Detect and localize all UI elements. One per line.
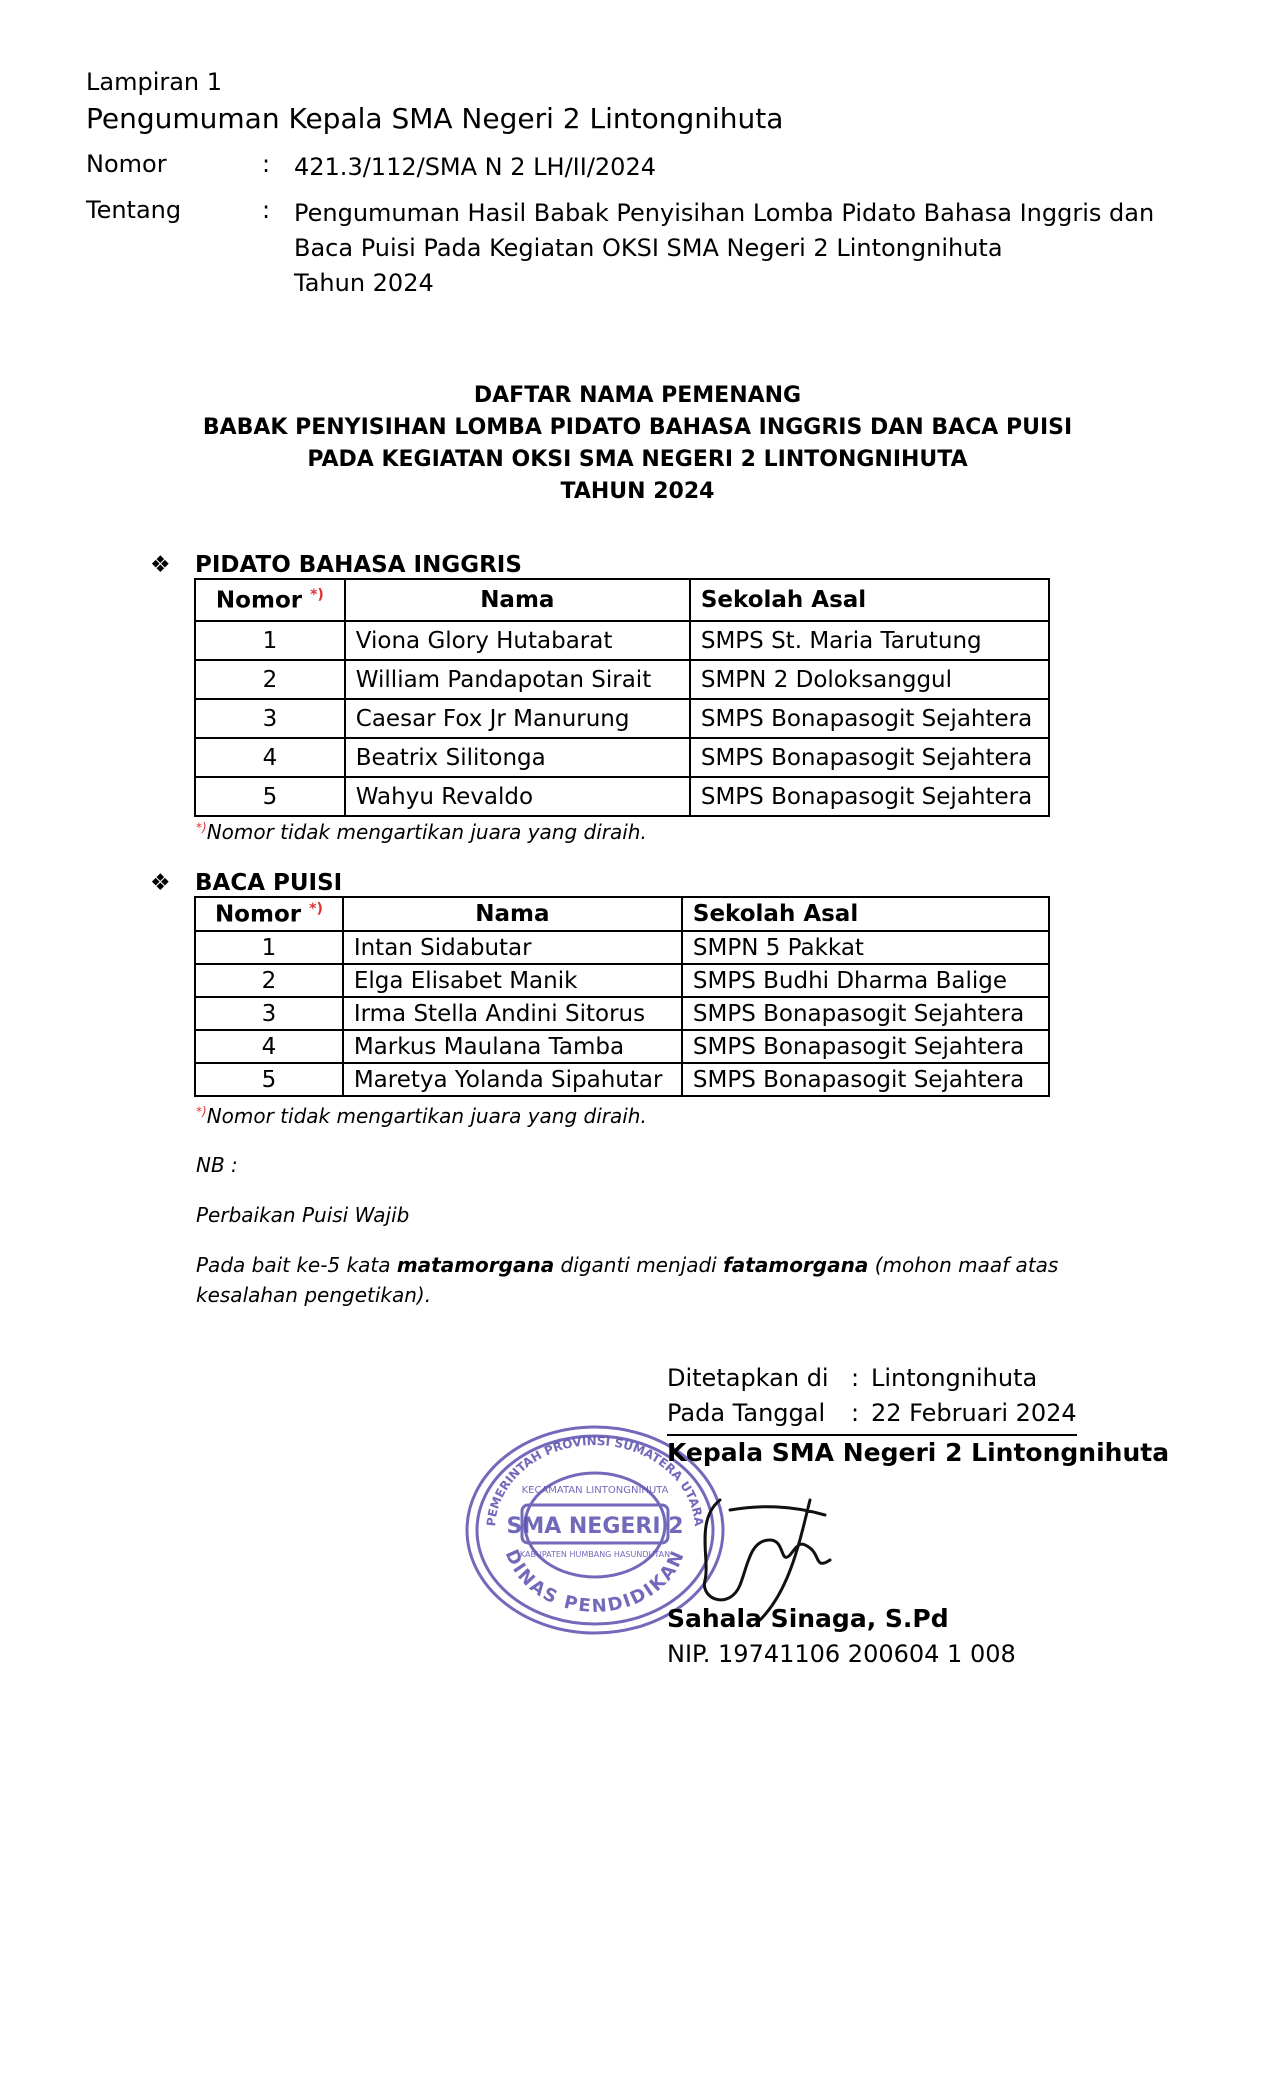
nb-heading: Perbaikan Puisi Wajib (196, 1203, 410, 1227)
tanggal-label: Pada Tanggal (667, 1399, 826, 1427)
table-row (195, 931, 1049, 964)
pidato-footnote-text: Nomor tidak mengartikan juara yang diraih. (206, 820, 647, 844)
row-school: SMPN 2 Doloksanggul (690, 660, 1049, 699)
svg-text:DINAS PENDIDIKAN: DINAS PENDIDIKAN (500, 1546, 690, 1618)
row-school: SMPS Budhi Dharma Balige (682, 964, 1049, 997)
pidato-table (194, 578, 1050, 817)
tanggal-colon: : (851, 1399, 860, 1427)
row-name: Wahyu Revaldo (345, 777, 690, 816)
row-name: Caesar Fox Jr Manurung (345, 699, 690, 738)
ditetapkan-row (667, 1364, 1227, 1399)
heading-line-1: DAFTAR NAMA PEMENANG (473, 383, 802, 408)
puisi-table (194, 896, 1050, 1097)
signer-nip: NIP. 19741106 200604 1 008 (667, 1640, 1016, 1668)
row-name: William Pandapotan Sirait (345, 660, 690, 699)
table-row (195, 699, 1049, 738)
diamond-bullet-icon: ❖ (150, 552, 171, 578)
row-name: Beatrix Silitonga (345, 738, 690, 777)
table-row (195, 777, 1049, 816)
nb-label: NB : (196, 1153, 238, 1177)
row-number: 3 (195, 699, 345, 738)
row-number: 1 (195, 621, 345, 660)
column-header-nomor: Nomor *) (195, 897, 343, 931)
nomor-colon: : (262, 150, 271, 178)
row-number: 4 (195, 1030, 343, 1063)
row-number: 1 (195, 931, 343, 964)
nomor-value: 421.3/112/SMA N 2 LH/II/2024 (294, 153, 656, 181)
table-row (195, 1030, 1049, 1063)
heading-line-3: PADA KEGIATAN OKSI SMA NEGERI 2 LINTONGNIHUTA (307, 447, 968, 472)
row-school: SMPS Bonapasogit Sejahtera (682, 1063, 1049, 1096)
section-puisi-title (150, 870, 342, 896)
attachment-label: Lampiran 1 (86, 68, 223, 96)
asterisk-mark: *) (309, 900, 323, 917)
ditetapkan-colon: : (851, 1364, 860, 1392)
asterisk-mark: *) (196, 1104, 207, 1119)
row-name: Elga Elisabet Manik (343, 964, 682, 997)
section-pidato-label: PIDATO BAHASA INGGRIS (195, 552, 522, 578)
winners-heading (0, 380, 1275, 508)
row-number: 3 (195, 997, 343, 1030)
signer-title: Kepala SMA Negeri 2 Lintongnihuta (667, 1438, 1170, 1467)
diamond-bullet-icon: ❖ (150, 870, 171, 896)
signer-name: Sahala Sinaga, S.Pd (667, 1604, 949, 1633)
column-header-sekolah: Sekolah Asal (682, 897, 1049, 931)
tentang-line-1: Pengumuman Hasil Babak Penyisihan Lomba Pidato Bahasa Inggris dan (294, 199, 1155, 227)
row-name: Irma Stella Andini Sitorus (343, 997, 682, 1030)
heading-line-4: TAHUN 2024 (560, 479, 715, 504)
row-number: 5 (195, 777, 345, 816)
ditetapkan-label: Ditetapkan di (667, 1364, 829, 1392)
table-row (195, 964, 1049, 997)
tanggal-value: 22 Februari 2024 (871, 1399, 1077, 1427)
row-school: SMPS Bonapasogit Sejahtera (690, 699, 1049, 738)
asterisk-mark: *) (196, 820, 207, 835)
row-name: Maretya Yolanda Sipahutar (343, 1063, 682, 1096)
row-number: 5 (195, 1063, 343, 1096)
puisi-footnote-text: Nomor tidak mengartikan juara yang diraih. (206, 1104, 647, 1128)
row-school: SMPS Bonapasogit Sejahtera (690, 777, 1049, 816)
svg-text:PEMERINTAH PROVINSI SUMATERA U: PEMERINTAH PROVINSI SUMATERA UTARA (484, 1433, 706, 1527)
svg-text:KECAMATAN LINTONGNIHUTA: KECAMATAN LINTONGNIHUTA (521, 1485, 669, 1496)
nomor-label: Nomor (86, 150, 167, 178)
row-name: Markus Maulana Tamba (343, 1030, 682, 1063)
announcement-title: Pengumuman Kepala SMA Negeri 2 Lintongnihuta (86, 102, 784, 135)
tentang-line-2: Baca Puisi Pada Kegiatan OKSI SMA Negeri 2 Lintongnihuta (294, 234, 1003, 262)
table-row (195, 997, 1049, 1030)
row-school: SMPS Bonapasogit Sejahtera (682, 1030, 1049, 1063)
signature-block (667, 1364, 1227, 1467)
nb-paragraph: Pada bait ke-5 kata matamorgana diganti menjadi fatamorgana (mohon maaf atas kesalahan pengetikan). (196, 1253, 1059, 1307)
section-pidato-title (150, 552, 522, 578)
tentang-label: Tentang (86, 196, 182, 224)
pidato-footnote (196, 820, 647, 844)
table-row (195, 1063, 1049, 1096)
tanggal-row (667, 1399, 1227, 1434)
puisi-footnote (196, 1104, 647, 1128)
ditetapkan-value: Lintongnihuta (871, 1364, 1038, 1392)
column-header-nomor: Nomor *) (195, 579, 345, 621)
row-number: 2 (195, 660, 345, 699)
divider-line (667, 1434, 1077, 1436)
tentang-value (294, 196, 1194, 301)
table-row (195, 621, 1049, 660)
row-number: 2 (195, 964, 343, 997)
asterisk-mark: *) (310, 586, 324, 603)
wrong-word: matamorgana (396, 1253, 555, 1277)
column-header-nama: Nama (345, 579, 690, 621)
row-name: Intan Sidabutar (343, 931, 682, 964)
table-header-row (195, 579, 1049, 621)
svg-text:KABUPATEN HUMBANG HASUNDUTAN: KABUPATEN HUMBANG HASUNDUTAN (519, 1550, 671, 1559)
row-name: Viona Glory Hutabarat (345, 621, 690, 660)
row-school: SMPS St. Maria Tarutung (690, 621, 1049, 660)
tentang-colon: : (262, 196, 271, 224)
section-puisi-label: BACA PUISI (195, 870, 343, 896)
correct-word: fatamorgana (723, 1253, 869, 1277)
svg-text:SMA NEGERI 2: SMA NEGERI 2 (506, 1514, 684, 1539)
table-header-row (195, 897, 1049, 931)
column-header-sekolah: Sekolah Asal (690, 579, 1049, 621)
tentang-line-3: Tahun 2024 (294, 269, 434, 297)
row-school: SMPN 5 Pakkat (682, 931, 1049, 964)
table-row (195, 738, 1049, 777)
heading-line-2: BABAK PENYISIHAN LOMBA PIDATO BAHASA INGGRIS DAN BACA PUISI (202, 415, 1073, 440)
row-number: 4 (195, 738, 345, 777)
column-header-nama: Nama (343, 897, 682, 931)
table-row (195, 660, 1049, 699)
row-school: SMPS Bonapasogit Sejahtera (682, 997, 1049, 1030)
row-school: SMPS Bonapasogit Sejahtera (690, 738, 1049, 777)
